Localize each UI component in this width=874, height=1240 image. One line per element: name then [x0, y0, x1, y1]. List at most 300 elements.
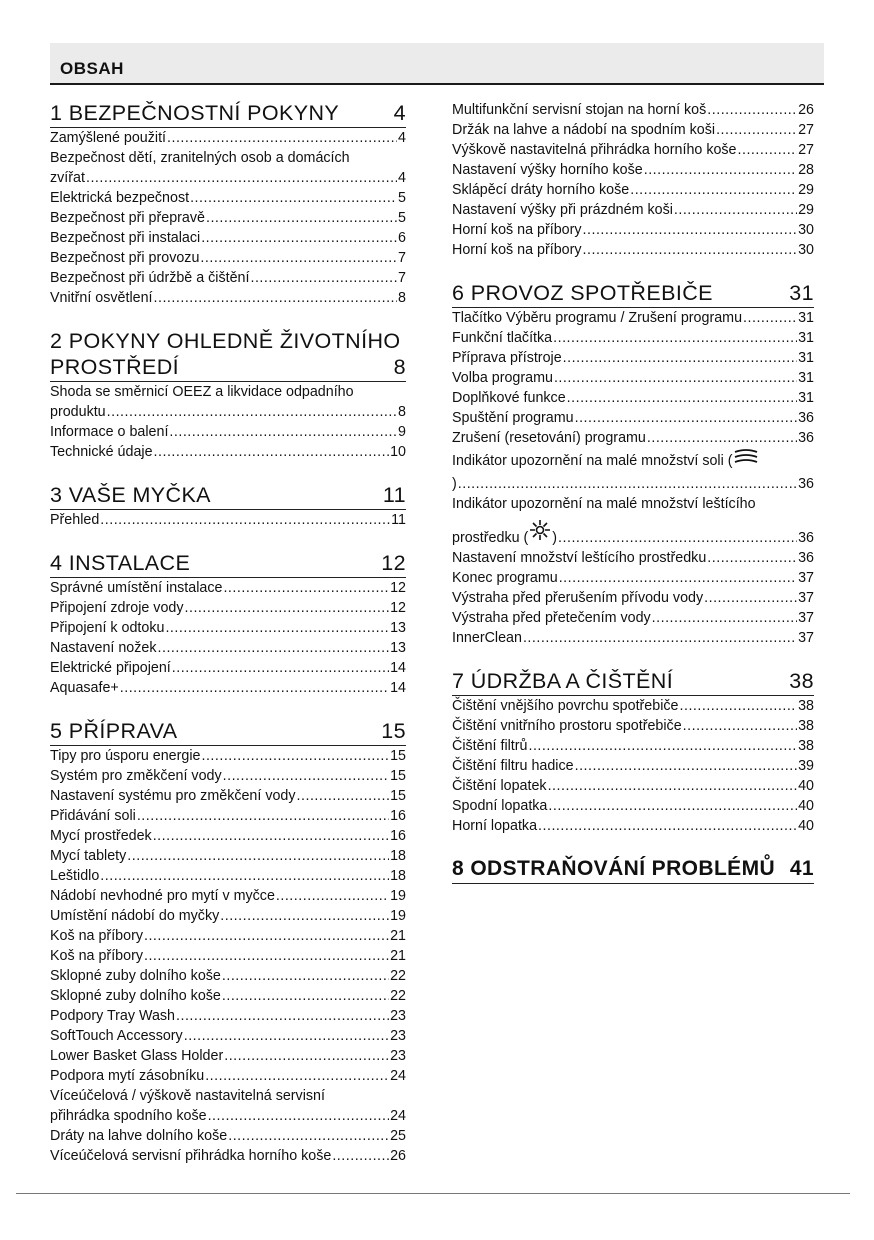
toc-page-number: 31: [798, 350, 814, 366]
leader-dots: [153, 826, 389, 846]
toc-entry[interactable]: [452, 388, 814, 408]
leader-dots: [630, 180, 797, 200]
leader-dots: [680, 696, 798, 716]
toc-entry-text: Sklopné zuby dolního koše: [50, 988, 221, 1004]
section-title: 1 BEZPEČNOSTNÍ POKYNY: [50, 101, 340, 125]
toc-page-number: 31: [798, 330, 814, 346]
toc-entry[interactable]: [50, 658, 406, 678]
leader-dots: [528, 736, 797, 756]
leader-dots: [553, 328, 797, 348]
section-title: 2 POKYNY OHLEDNĚ ŽIVOTNÍHO PROSTŘEDÍ: [50, 329, 401, 379]
leader-dots: [100, 866, 389, 886]
toc-entry[interactable]: [50, 128, 406, 148]
toc-entry[interactable]: [50, 926, 406, 946]
leader-dots: [222, 986, 389, 1006]
toc-entry-text: Nádobí nevhodné pro mytí v myčce: [50, 888, 275, 904]
toc-entry[interactable]: [50, 1126, 406, 1146]
toc-page-number: 30: [798, 222, 814, 238]
toc-page-number: 13: [390, 640, 406, 656]
section-heading[interactable]: [50, 550, 406, 578]
toc-entry-text: Nastavení množství leštícího prostředku: [452, 550, 707, 566]
toc-entry[interactable]: [50, 1026, 406, 1046]
leader-dots: [583, 220, 798, 240]
toc-entry-text: Spodní lopatka: [452, 798, 548, 814]
toc-section: [50, 482, 406, 530]
toc-entry[interactable]: [50, 1146, 406, 1166]
toc-section: [50, 100, 406, 308]
toc-entry-text-cont: ): [452, 476, 457, 492]
leader-dots: [201, 746, 389, 766]
toc-entry[interactable]: [452, 448, 814, 494]
toc-entry-text: Držák na lahve a nádobí na spodním koši: [452, 122, 716, 138]
section-title: 8 ODSTRAŇOVÁNÍ PROBLÉMŮ: [452, 857, 776, 880]
leader-dots: [674, 200, 797, 220]
toc-continued-entries: [452, 100, 814, 260]
toc-entry-text: Technické údaje: [50, 444, 153, 460]
toc-page-number: 36: [798, 550, 814, 566]
leader-dots: [567, 388, 797, 408]
section-page-number: 38: [789, 669, 814, 693]
toc-entry-text: SoftTouch Accessory: [50, 1028, 183, 1044]
leader-dots: [743, 308, 797, 328]
leader-dots: [738, 140, 798, 160]
toc-entry[interactable]: [452, 494, 814, 548]
leader-dots: [169, 422, 397, 442]
toc-entry-text: Elektrická bezpečnost: [50, 190, 190, 206]
toc-page-number: 31: [798, 310, 814, 326]
toc-entry-text: Čištění filtru hadice: [452, 758, 574, 774]
toc-entry-text: Nastavení výšky horního koše: [452, 162, 643, 178]
toc-page-number: 38: [798, 738, 814, 754]
toc-title: OBSAH: [60, 59, 124, 78]
toc-entry[interactable]: [452, 140, 814, 160]
section-heading[interactable]: [452, 856, 814, 884]
toc-entry-line: [50, 402, 406, 422]
toc-entry-text: Koš na příbory: [50, 928, 143, 944]
toc-entry-line: [50, 382, 406, 402]
toc-entry-text: Tlačítko Výběru programu / Zrušení programu: [452, 310, 743, 326]
toc-page-number: 24: [390, 1068, 406, 1084]
toc-entry[interactable]: [452, 180, 814, 200]
toc-page-number: 21: [390, 928, 406, 944]
section-page-number: 8: [393, 355, 406, 379]
toc-page-number: 15: [390, 788, 406, 804]
toc-entry-text: Tipy pro úsporu energie: [50, 748, 201, 764]
toc-page-number: 37: [798, 630, 814, 646]
toc-entry-text: InnerClean: [452, 630, 522, 646]
section-title: 3 VAŠE MYČKA: [50, 483, 211, 507]
leader-dots: [575, 756, 798, 776]
toc-entry[interactable]: [50, 228, 406, 248]
section-title: 6 PROVOZ SPOTŘEBIČE: [452, 281, 713, 305]
toc-entry-text: Nastavení výšky při prázdném koši: [452, 202, 673, 218]
toc-page-number: 7: [398, 270, 406, 286]
toc-entry-text: Dráty na lahve dolního koše: [50, 1128, 228, 1144]
toc-entry[interactable]: [452, 240, 814, 260]
toc-entry-text: Doplňkové funkce: [452, 390, 566, 406]
leader-dots: [458, 474, 797, 494]
toc-page-number: 27: [798, 142, 814, 158]
leader-dots: [707, 100, 797, 120]
toc-entry[interactable]: [50, 1006, 406, 1026]
toc-entry[interactable]: [50, 442, 406, 462]
toc-entry[interactable]: [452, 408, 814, 428]
leader-dots: [201, 228, 397, 248]
toc-entry[interactable]: [452, 568, 814, 588]
toc-entry-line: [452, 518, 814, 548]
toc-entry-text: Bezpečnost při provozu: [50, 250, 200, 266]
leader-dots: [184, 1026, 389, 1046]
toc-entry[interactable]: [50, 422, 406, 442]
toc-entry[interactable]: [50, 946, 406, 966]
toc-entry[interactable]: [452, 120, 814, 140]
toc-entry-text: Přidávání soli: [50, 808, 136, 824]
toc-page-number: 22: [390, 968, 406, 984]
leader-dots: [120, 678, 389, 698]
toc-entry-text: Čištění vnitřního prostoru spotřebiče: [452, 718, 682, 734]
leader-dots: [523, 628, 797, 648]
toc-section: [452, 280, 814, 648]
leader-dots: [154, 442, 390, 462]
footer-divider: [16, 1193, 850, 1194]
toc-entry[interactable]: [50, 148, 406, 188]
section-page-number: 41: [789, 857, 814, 880]
toc-entry-line: [50, 148, 406, 168]
toc-entry-text: Víceúčelová servisní přihrádka horního koše: [50, 1148, 332, 1164]
toc-header-band: [50, 43, 824, 85]
toc-page-number: 14: [390, 660, 406, 676]
section-heading[interactable]: [50, 100, 406, 128]
leader-dots: [185, 598, 390, 618]
toc-entry-text: Bezpečnost při údržbě a čištění: [50, 270, 250, 286]
toc-page-number: 24: [390, 1108, 406, 1124]
toc-entry[interactable]: [50, 578, 406, 598]
toc-page-number: 36: [798, 476, 814, 492]
toc-page-number: 5: [398, 210, 406, 226]
toc-entry-text: Aquasafe+: [50, 680, 119, 696]
toc-entry[interactable]: [452, 160, 814, 180]
toc-entry-text: Funkční tlačítka: [452, 330, 553, 346]
leader-dots: [332, 1146, 389, 1166]
toc-entry[interactable]: [50, 786, 406, 806]
toc-page-number: 12: [390, 580, 406, 596]
leader-dots: [575, 408, 798, 428]
toc-entry[interactable]: [452, 716, 814, 736]
rinse-aid-icon: [528, 518, 552, 548]
leader-dots: [167, 128, 397, 148]
toc-entry-text: Informace o balení: [50, 424, 169, 440]
toc-entry[interactable]: [452, 100, 814, 120]
toc-entry-text: Elektrické připojení: [50, 660, 171, 676]
leader-dots: [200, 248, 397, 268]
section-page-number: 4: [393, 101, 406, 125]
toc-entry-text-cont: zvířat: [50, 170, 85, 186]
toc-entry-line: [50, 1086, 406, 1106]
leader-dots: [144, 946, 389, 966]
toc-entry-line: [452, 474, 814, 494]
toc-entry[interactable]: [50, 598, 406, 618]
toc-page-number: 5: [398, 190, 406, 206]
toc-entry-text-cont: přihrádka spodního koše: [50, 1108, 207, 1124]
leader-dots: [644, 160, 797, 180]
toc-entry-text-cont: produktu: [50, 404, 106, 420]
section-heading[interactable]: [452, 280, 814, 308]
toc-entry[interactable]: [50, 866, 406, 886]
toc-entry[interactable]: [50, 618, 406, 638]
toc-entry-text: Volba programu: [452, 370, 553, 386]
toc-entry[interactable]: [452, 348, 814, 368]
toc-entry-text: Leštidlo: [50, 868, 100, 884]
toc-entry-text: Umístění nádobí do myčky: [50, 908, 220, 924]
toc-page-number: 19: [390, 908, 406, 924]
toc-entry[interactable]: [50, 1046, 406, 1066]
section-heading[interactable]: [50, 718, 406, 746]
toc-entry-text: Mycí prostředek: [50, 828, 152, 844]
leader-dots: [548, 776, 798, 796]
toc-page-number: 16: [390, 828, 406, 844]
leader-dots: [172, 658, 389, 678]
toc-entry-text: Bezpečnost při přepravě: [50, 210, 205, 226]
leader-dots: [154, 288, 398, 308]
section-page-number: 11: [382, 483, 406, 507]
toc-entry[interactable]: [452, 736, 814, 756]
toc-page-number: 40: [798, 818, 814, 834]
toc-entry[interactable]: [452, 588, 814, 608]
toc-section: [452, 668, 814, 836]
toc-page-number: 23: [390, 1028, 406, 1044]
toc-entry[interactable]: [50, 886, 406, 906]
leader-dots: [704, 588, 797, 608]
toc-entry-text: Víceúčelová / výškově nastavitelná servisní: [50, 1088, 325, 1104]
toc-entry-text: Horní koš na příbory: [452, 242, 582, 258]
leader-dots: [563, 348, 797, 368]
toc-entry[interactable]: [452, 628, 814, 648]
toc-page-number: 4: [398, 170, 406, 186]
toc-section: [452, 856, 814, 884]
section-title: 7 ÚDRŽBA A ČIŠTĚNÍ: [452, 669, 674, 693]
toc-section: [50, 718, 406, 1166]
leader-dots: [158, 638, 390, 658]
toc-entry-text: Konec programu: [452, 570, 558, 586]
toc-entry[interactable]: [50, 806, 406, 826]
toc-page-number: 38: [798, 718, 814, 734]
toc-entry[interactable]: [50, 846, 406, 866]
toc-entry-text: Mycí tablety: [50, 848, 127, 864]
toc-entry[interactable]: [452, 368, 814, 388]
toc-page-number: 37: [798, 610, 814, 626]
toc-page-number: 18: [390, 868, 406, 884]
toc-entry[interactable]: [452, 816, 814, 836]
toc-page-number: 25: [390, 1128, 406, 1144]
toc-entry[interactable]: [50, 678, 406, 698]
leader-dots: [222, 966, 389, 986]
toc-entry[interactable]: [50, 826, 406, 846]
section-page-number: 12: [381, 551, 406, 575]
toc-page-number: 11: [391, 512, 406, 528]
toc-page-number: 19: [390, 888, 406, 904]
toc-page-number: 31: [798, 370, 814, 386]
toc-page-number: 14: [390, 680, 406, 696]
toc-page-number: 29: [798, 202, 814, 218]
section-heading[interactable]: [452, 668, 814, 696]
leader-dots: [652, 608, 797, 628]
toc-entry[interactable]: [50, 966, 406, 986]
toc-entry-text: Shoda se směrnicí OEEZ a likvidace odpadního: [50, 384, 354, 400]
toc-entry-text: Koš na příbory: [50, 948, 143, 964]
toc-entry[interactable]: [452, 200, 814, 220]
leader-dots: [206, 208, 397, 228]
leader-dots: [224, 1046, 389, 1066]
toc-page-number: 38: [798, 698, 814, 714]
toc-entry[interactable]: [452, 608, 814, 628]
toc-page-number: 8: [398, 290, 406, 306]
toc-page-number: 40: [798, 778, 814, 794]
leader-dots: [559, 568, 797, 588]
toc-entry[interactable]: [50, 510, 406, 530]
toc-left-column: [50, 100, 406, 1186]
section-heading[interactable]: [50, 328, 406, 382]
toc-entry[interactable]: [50, 986, 406, 1006]
toc-page-number: 18: [390, 848, 406, 864]
leader-dots: [250, 268, 397, 288]
toc-entry-text: Sklopné zuby dolního koše: [50, 968, 221, 984]
toc-entry[interactable]: [452, 220, 814, 240]
toc-entry[interactable]: [452, 428, 814, 448]
toc-page-number: 23: [390, 1008, 406, 1024]
section-page-number: 31: [789, 281, 814, 305]
toc-entry-text: Spuštění programu: [452, 410, 574, 426]
salt-icon: [733, 448, 759, 474]
toc-entry-text: Horní lopatka: [452, 818, 538, 834]
toc-page-number: 27: [798, 122, 814, 138]
toc-entry-text: Horní koš na příbory: [452, 222, 582, 238]
toc-entry-text: Výstraha před přerušením přívodu vody: [452, 590, 704, 606]
toc-entry-text: Čištění filtrů: [452, 738, 528, 754]
leader-dots: [86, 168, 397, 188]
toc-section: [50, 550, 406, 698]
toc-entry-text: Nastavení systému pro změkčení vody: [50, 788, 296, 804]
toc-entry-text: Přehled: [50, 512, 100, 528]
toc-entry[interactable]: [452, 328, 814, 348]
leader-dots: [208, 1106, 390, 1126]
toc-entry[interactable]: [452, 548, 814, 568]
toc-entry[interactable]: [50, 382, 406, 422]
toc-entry[interactable]: [50, 208, 406, 228]
leader-dots: [548, 796, 797, 816]
toc-page-number: 36: [798, 530, 814, 546]
toc-page-number: 37: [798, 570, 814, 586]
toc-entry[interactable]: [50, 1066, 406, 1086]
toc-entry[interactable]: [50, 188, 406, 208]
leader-dots: [707, 548, 797, 568]
leader-dots: [220, 906, 389, 926]
toc-entry-text: Výškově nastavitelná přihrádka horního koše: [452, 142, 737, 158]
toc-entry-text: Čištění lopatek: [452, 778, 547, 794]
toc-page-number: 36: [798, 410, 814, 426]
section-page-number: 15: [381, 719, 406, 743]
leader-dots: [228, 1126, 389, 1146]
toc-entry-line: [50, 1106, 406, 1126]
toc-page-number: 28: [798, 162, 814, 178]
leader-dots: [127, 846, 389, 866]
toc-entry[interactable]: [50, 248, 406, 268]
leader-dots: [205, 1066, 389, 1086]
section-title: 4 INSTALACE: [50, 551, 191, 575]
toc-entry[interactable]: [452, 756, 814, 776]
toc-page-number: 9: [398, 424, 406, 440]
toc-entry-text: Čištění vnějšího povrchu spotřebiče: [452, 698, 679, 714]
toc-entry[interactable]: [50, 638, 406, 658]
toc-section: [50, 328, 406, 462]
toc-entry-text: Podpory Tray Wash: [50, 1008, 176, 1024]
toc-entry-text: Bezpečnost při instalaci: [50, 230, 201, 246]
toc-page-number: 8: [398, 404, 406, 420]
leader-dots: [144, 926, 389, 946]
toc-entry[interactable]: [50, 766, 406, 786]
toc-entry-text: Připojení zdroje vody: [50, 600, 184, 616]
leader-dots: [683, 716, 797, 736]
toc-entry[interactable]: [50, 268, 406, 288]
toc-page-number: 26: [798, 102, 814, 118]
toc-page-number: 4: [398, 130, 406, 146]
toc-page-number: 15: [390, 768, 406, 784]
section-heading[interactable]: [50, 482, 406, 510]
toc-entry-text-cont: prostředku (: [452, 530, 529, 546]
toc-entry-text: Indikátor upozornění na malé množství soli (: [452, 452, 733, 469]
toc-entry[interactable]: [50, 746, 406, 766]
leader-dots: [100, 510, 390, 530]
toc-entry-text: Podpora mytí zásobníku: [50, 1068, 205, 1084]
toc-page-number: 13: [390, 620, 406, 636]
toc-page-number: 31: [798, 390, 814, 406]
leader-dots: [165, 618, 389, 638]
leader-dots: [190, 188, 397, 208]
toc-page-number: 26: [390, 1148, 406, 1164]
toc-entry[interactable]: [452, 308, 814, 328]
toc-entry-line: [452, 448, 814, 474]
toc-entry-text: Výstraha před přetečením vody: [452, 610, 651, 626]
toc-entry-text: Připojení k odtoku: [50, 620, 165, 636]
leader-dots: [223, 578, 389, 598]
toc-entry-text: Sklápěcí dráty horního koše: [452, 182, 630, 198]
toc-page-number: 21: [390, 948, 406, 964]
leader-dots: [554, 368, 797, 388]
toc-entry[interactable]: [452, 696, 814, 716]
toc-entry-text: Zamýšlené použití: [50, 130, 167, 146]
toc-page-number: 36: [798, 430, 814, 446]
leader-dots: [538, 816, 797, 836]
toc-entry-text: Systém pro změkčení vody: [50, 768, 222, 784]
toc-page-number: 39: [798, 758, 814, 774]
leader-dots: [716, 120, 797, 140]
toc-page-number: 12: [390, 600, 406, 616]
toc-entry[interactable]: [50, 906, 406, 926]
toc-entry[interactable]: [50, 288, 406, 308]
toc-page-number: 40: [798, 798, 814, 814]
leader-dots: [223, 766, 389, 786]
toc-entry-line: [50, 168, 406, 188]
leader-dots: [176, 1006, 389, 1026]
toc-right-column: [452, 100, 814, 904]
leader-dots: [558, 528, 797, 548]
toc-entry-text: Indikátor upozornění na malé množství leštícího: [452, 496, 756, 512]
toc-entry[interactable]: [452, 796, 814, 816]
toc-entry[interactable]: [452, 776, 814, 796]
toc-entry[interactable]: [50, 1086, 406, 1126]
toc-entry-text-cont: ): [552, 530, 558, 546]
toc-entry-text: Zrušení (resetování) programu: [452, 430, 646, 446]
leader-dots: [276, 886, 389, 906]
